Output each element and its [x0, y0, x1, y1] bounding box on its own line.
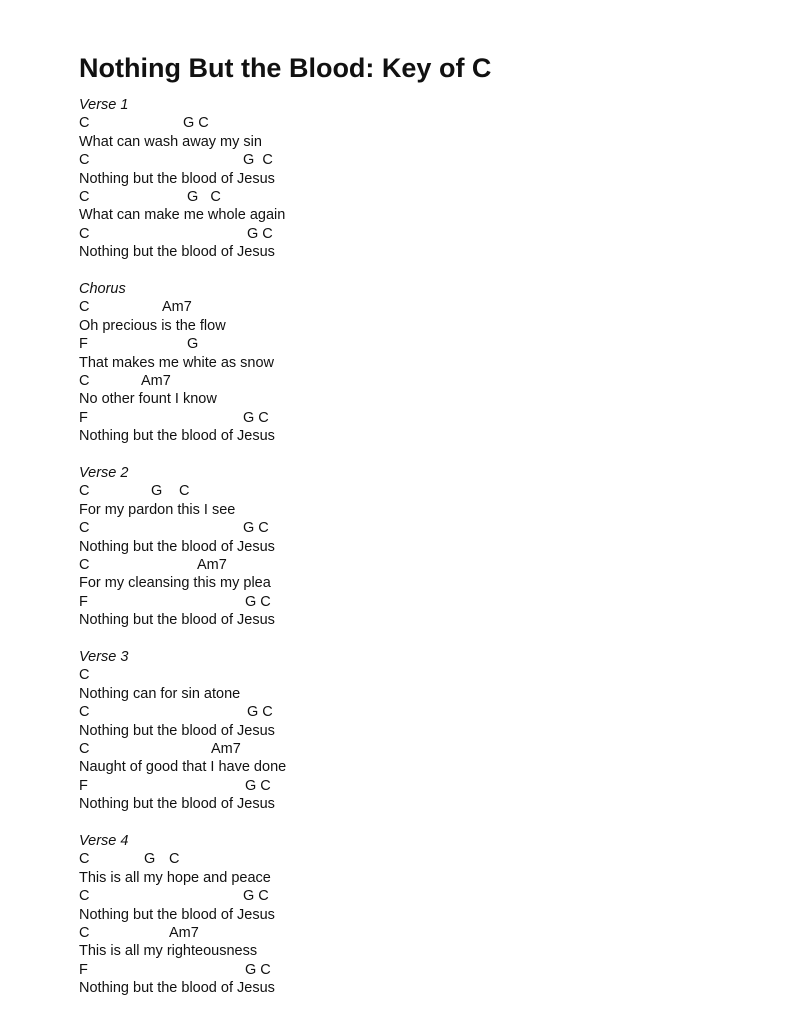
chord: F: [79, 336, 88, 353]
chord-line: [79, 666, 759, 684]
song-sheet: [79, 50, 759, 1016]
chord-line: [79, 924, 759, 942]
chord: C: [79, 667, 90, 684]
song-section: [79, 464, 759, 630]
lyric-line: Nothing but the blood of Jesus: [79, 722, 275, 739]
chord: G: [144, 851, 156, 868]
chord: G C: [243, 520, 269, 537]
chord-line: [79, 887, 759, 905]
lyric-line: Nothing but the blood of Jesus: [79, 796, 275, 813]
lyric-line: That makes me white as snow: [79, 354, 275, 371]
lyric-line: Oh precious is the flow: [79, 317, 226, 334]
song-section: [79, 648, 759, 814]
song-sections: [79, 96, 759, 998]
chord: C: [179, 483, 190, 500]
section-label: Verse 3: [79, 649, 129, 666]
chord: G C: [247, 704, 273, 721]
lyric-line: No other fount I know: [79, 391, 217, 408]
song-section: [79, 832, 759, 998]
chord: G C: [243, 152, 273, 169]
chord: C: [79, 520, 90, 537]
lyric-line: Nothing but the blood of Jesus: [79, 906, 275, 923]
chord-line: [79, 372, 759, 390]
chord: G C: [187, 188, 221, 205]
chord: C: [79, 115, 90, 132]
chord: Am7: [211, 741, 241, 757]
chord: C: [79, 741, 90, 757]
song-section: [79, 96, 759, 262]
lyric-line: What can wash away my sin: [79, 133, 262, 150]
chord: G C: [243, 409, 269, 426]
section-label: Verse 1: [79, 97, 129, 113]
chord-line: [79, 850, 759, 868]
chord: G: [151, 483, 163, 500]
chord: G C: [243, 888, 269, 905]
chord-line: [79, 409, 759, 427]
chord-line: [79, 703, 759, 721]
lyric-line: What can make me whole again: [79, 207, 286, 224]
chord: C: [79, 483, 90, 500]
chord-line: [79, 593, 759, 611]
chord: C: [79, 225, 90, 242]
lyric-line: This is all my righteousness: [79, 943, 258, 960]
lyric-line: Naught of good that I have done: [79, 759, 287, 776]
chord: C: [79, 556, 90, 573]
section-label: Chorus: [79, 281, 126, 298]
chord-line: [79, 151, 759, 169]
chord-line: [79, 961, 759, 979]
chord: Am7: [169, 925, 199, 942]
chord-line: [79, 188, 759, 206]
chord-line: [79, 225, 759, 243]
lyric-line: Nothing but the blood of Jesus: [79, 428, 275, 445]
chord: F: [79, 409, 88, 426]
song-section: [79, 280, 759, 446]
chord: F: [79, 593, 88, 610]
chord-line: [79, 335, 759, 353]
chord-line: [79, 298, 759, 316]
lyric-line: Nothing but the blood of Jesus: [79, 980, 275, 997]
lyric-line: For my pardon this I see: [79, 501, 236, 518]
chord: F: [79, 777, 88, 794]
chord-line: [79, 114, 759, 132]
chord-line: [79, 519, 759, 537]
lyric-line: Nothing but the blood of Jesus: [79, 612, 275, 629]
chord-line: [79, 777, 759, 795]
chord: G C: [245, 593, 271, 610]
chord: Am7: [141, 372, 171, 389]
lyric-line: This is all my hope and peace: [79, 869, 271, 886]
chord: G C: [245, 961, 271, 978]
chord: F: [79, 961, 88, 978]
lyric-line: Nothing but the blood of Jesus: [79, 170, 275, 187]
chord: C: [79, 704, 90, 721]
chord: C: [79, 851, 90, 868]
lyric-line: For my cleansing this my plea: [79, 575, 271, 592]
chord: C: [79, 925, 90, 942]
chord: G C: [245, 777, 271, 794]
chord: Am7: [197, 556, 227, 573]
section-label: Verse 4: [79, 833, 129, 850]
section-label: Verse 2: [79, 465, 129, 482]
chord-line: [79, 556, 759, 574]
chord: Am7: [162, 299, 192, 316]
lyric-line: Nothing can for sin atone: [79, 685, 241, 702]
chord: C: [79, 188, 90, 205]
chord: G C: [183, 115, 209, 132]
chord-line: [79, 482, 759, 500]
chord: G C: [247, 225, 273, 242]
chord: C: [79, 299, 90, 316]
lyric-line: Nothing but the blood of Jesus: [79, 244, 275, 261]
chord: C: [79, 152, 90, 169]
chord: C: [79, 888, 90, 905]
page-title: Nothing But the Blood: Key of C: [79, 53, 492, 83]
chord-line: [79, 740, 759, 758]
chord: C: [169, 851, 180, 868]
chord: C: [79, 372, 90, 389]
chord: G: [187, 336, 199, 353]
lyric-line: Nothing but the blood of Jesus: [79, 538, 275, 555]
